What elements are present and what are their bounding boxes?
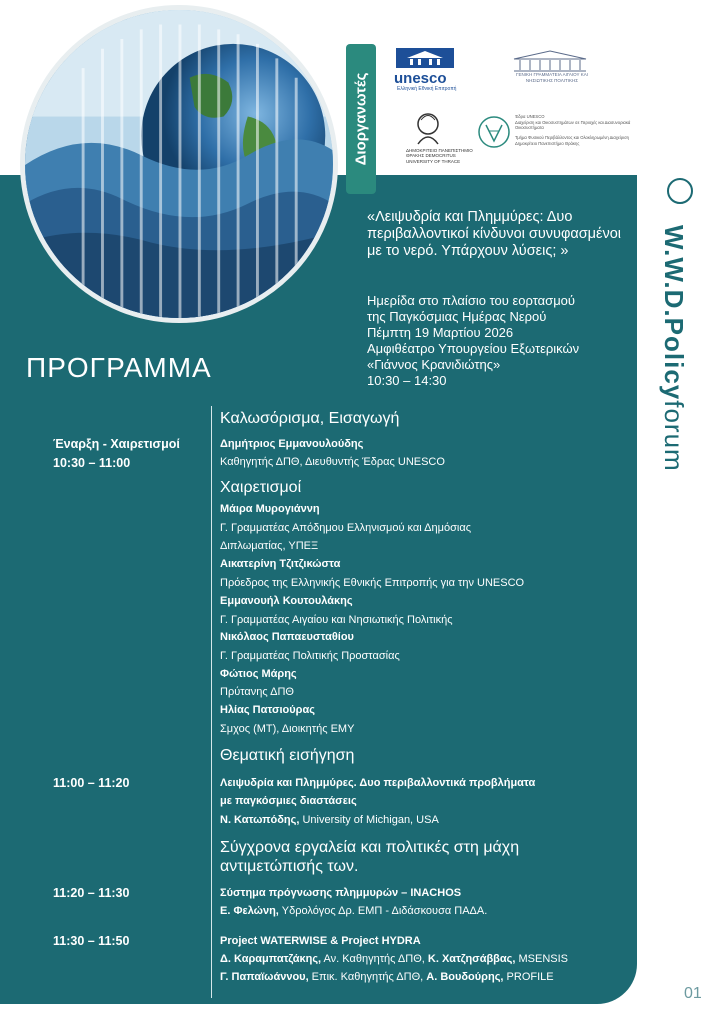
greeting-name: Ηλίας Πατσιούρας xyxy=(220,704,315,716)
event-info: Ημερίδα στο πλαίσιο του εορτασμού της Παγκόσμιας Ημέρας Νερού Πέμπτη 19 Μαρτίου 2026 Αμφιθέατρο Υπουργείου Εξωτερικών «Γιάννος Κρανιδιώτης» 10:30 – 14:30 xyxy=(367,293,580,388)
unesco-logo-subtitle: Ελληνική Εθνική Επιτροπή xyxy=(397,86,457,92)
keynote-speaker: Ν. Κατωπόδης, University of Michigan, USA xyxy=(220,814,439,826)
slot-time: 11:30 – 11:50 xyxy=(53,934,130,948)
section-keynote: Θεματική εισήγηση xyxy=(220,747,355,764)
greeting-name: Φώτιος Μάρης xyxy=(220,668,297,680)
section-tools: Σύγχρονα εργαλεία και πολιτικές στη μάχη xyxy=(220,839,520,856)
slot-speakers: Δ. Καραμπατζάκης, Αν. Καθηγητής ΔΠΘ, Κ. Χατζησάββας, MSENSIS xyxy=(220,953,569,965)
chair-emblem-icon xyxy=(477,115,511,149)
unesco-logo-text: unesco xyxy=(394,70,447,87)
page-number: 01 xyxy=(684,985,702,1002)
chair-logo-text: Έδρα UNESCO Διαχείριση και Οικοσυστημάτων σε Περιοχές και Διασυνοριακά Οικοσυστήματα Τμήμα Φυσικού Περιβάλλοντος και Ολοκληρωμένη Διαχείριση Δημοκρίτειο Πανεπιστήμιο Θράκης xyxy=(515,114,631,146)
slot-speaker: Ε. Φελώνη, Υδρολόγος Δρ. ΕΜΠ - Διδάσκουσα ΠΑΔΑ. xyxy=(220,905,488,917)
gov-logo-text: ΓΕΝΙΚΗ ΓΡΑΜΜΑΤΕΙΑ ΑΙΓΑΙΟΥ ΚΑΙ ΝΗΣΙΩΤΙΚΗΣ ΠΟΛΙΤΙΚΗΣ xyxy=(516,72,588,83)
keynote-time: 11:00 – 11:20 xyxy=(53,776,130,790)
greeting-role: Πρόεδρος της Ελληνικής Εθνικής Επιτροπής για την UNESCO xyxy=(220,577,525,589)
organizers-label: Διοργανωτές xyxy=(346,44,376,194)
keynote-talk: Λειψυδρία και Πλημμύρες. Δυο περιβαλλοντικά προβλήματα xyxy=(220,777,536,789)
duth-portrait-icon xyxy=(410,110,446,146)
greeting-name: Εμμανουήλ Κουτουλάκης xyxy=(220,595,353,607)
greeting-role: Σμχος (ΜΤ), Διοικητής ΕΜΥ xyxy=(220,723,355,735)
keynote-talk: με παγκόσμιες διαστάσεις xyxy=(220,795,357,807)
welcome-speaker-role: Καθηγητής ΔΠΘ, Διευθυντής Έδρας UNESCO xyxy=(220,456,445,468)
greeting-role: Γ. Γραμματέας Αιγαίου και Νησιωτικής Πολιτικής xyxy=(220,614,453,626)
event-title: «Λειψυδρία και Πλημμύρες: Δυο περιβαλλοντικοί κίνδυνοι συνυφασμένοι με το νερό. Υπάρχουν λύσεις; » xyxy=(367,209,622,259)
greeting-name: Μάιρα Μυρογιάννη xyxy=(220,503,320,515)
slot-talk: Project WATERWISE & Project HYDRA xyxy=(220,935,421,947)
section-welcome: Καλωσόρισμα, Εισαγωγή xyxy=(220,410,400,427)
greeting-name: Αικατερίνη Τζιτζικώστα xyxy=(220,558,341,570)
section-tools: αντιμετώπισής των. xyxy=(220,858,359,875)
timeline-divider xyxy=(211,406,212,998)
welcome-label: Έναρξη - Χαιρετισμοί xyxy=(53,437,180,451)
slot-speakers: Γ. Παπαϊωάννου, Επικ. Καθηγητής ΔΠΘ, Α. Βουδούρης, PROFILE xyxy=(220,971,554,983)
duth-logo-text: ΔΗΜΟΚΡΙΤΕΙΟ ΠΑΝΕΠΙΣΤΗΜΙΟ ΘΡΑΚΗΣ DEMOCRITUS UNIVERSITY OF THRACE xyxy=(406,148,473,164)
greeting-name: Νικόλαος Παπαευσταθίου xyxy=(220,631,354,643)
brand-globe-icon xyxy=(667,178,693,204)
welcome-time: 10:30 – 11:00 xyxy=(53,456,131,470)
section-greetings: Χαιρετισμοί xyxy=(220,479,302,496)
slot-talk: Σύστημα πρόγνωσης πλημμυρών – INACHOS xyxy=(220,887,462,899)
greeting-role: Πρύτανης ΔΠΘ xyxy=(220,686,294,698)
greeting-role: Διπλωματίας, ΥΠΕΞ xyxy=(220,540,319,552)
slot-time: 11:20 – 11:30 xyxy=(53,886,130,900)
program-heading: ΠΡΟΓΡΑΜΜΑ xyxy=(26,352,212,383)
hero-globe-image xyxy=(20,5,338,323)
brand-wordmark: W.W.D.Policyforum xyxy=(659,225,689,472)
welcome-speaker: Δημήτριος Εμμανουλούδης xyxy=(220,438,364,450)
greeting-role: Γ. Γραμματέας Πολιτικής Προστασίας xyxy=(220,650,400,662)
greeting-role: Γ. Γραμματέας Απόδημου Ελληνισμού και Δημόσιας xyxy=(220,522,471,534)
gov-building-icon xyxy=(512,50,588,72)
